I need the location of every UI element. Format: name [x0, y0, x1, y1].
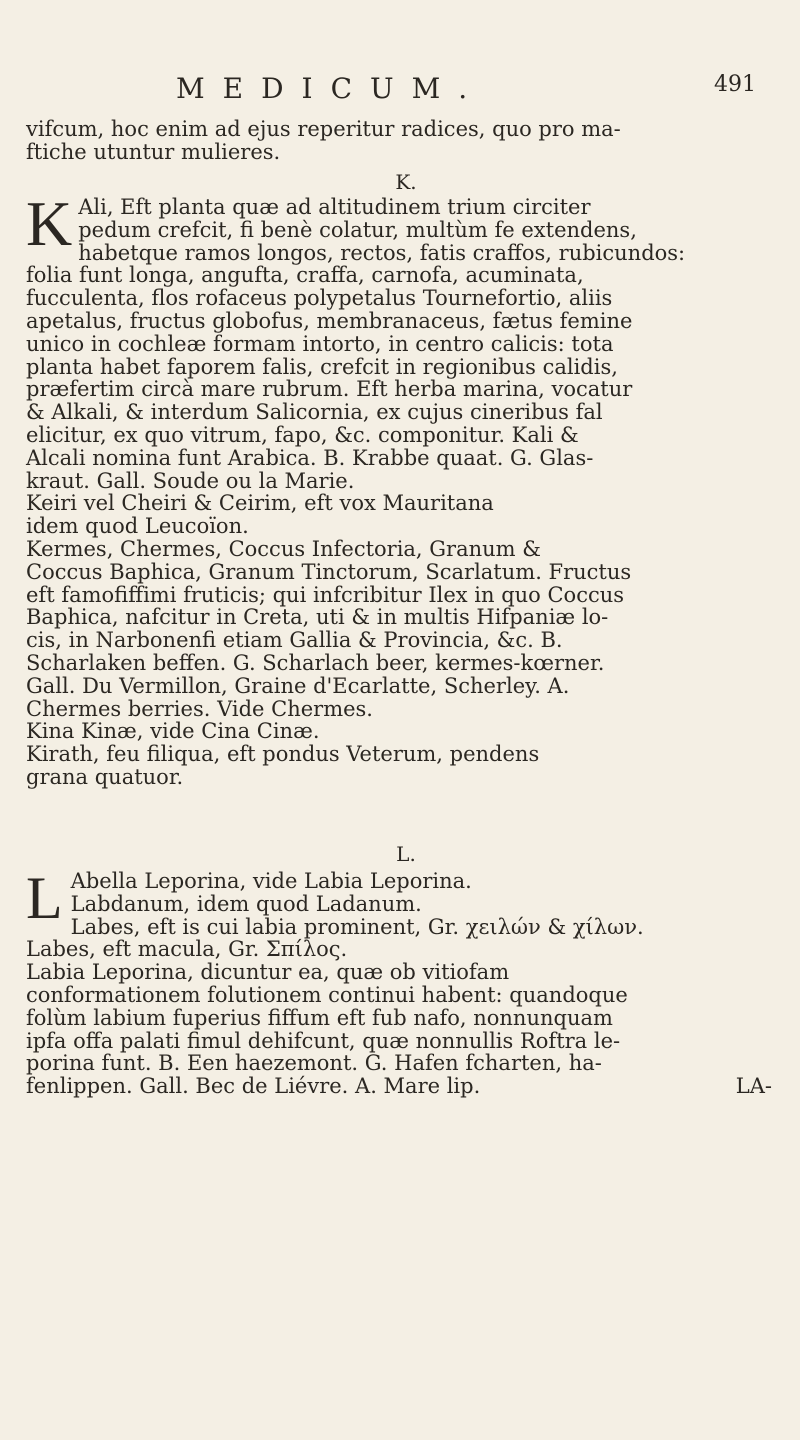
text-line: porina funt. B. Een haezemont. G. Hafen fcharten, ha-: [26, 1051, 602, 1076]
text-line: ftiche utuntur mulieres.: [26, 139, 281, 164]
text-line: fucculenta, flos rofaceus polypetalus Tournefortio, aliis: [26, 286, 613, 311]
text-line: Labia Leporina, dicuntur ea, quæ ob vitiofam: [26, 960, 510, 985]
text-line: Scharlaken beffen. G. Scharlach beer, kermes-kœrner.: [26, 650, 605, 675]
catchword: LA-: [735, 1074, 772, 1099]
text-line: & Alkali, & interdum Salicornia, ex cujus cineribus fal: [26, 400, 603, 425]
section-heading-k: K.: [395, 170, 417, 194]
text-line: Ali, Eft planta quæ ad altitudinem trium circiter: [78, 195, 591, 219]
section-heading-l: L.: [396, 842, 416, 866]
text-line: planta habet faporem falis, crefcit in regionibus calidis,: [26, 354, 618, 379]
text-line: grana quatuor.: [26, 764, 184, 789]
text-line-last: [26, 1075, 786, 1098]
text-line: Labes, eft macula, Gr. Σπίλος.: [26, 937, 348, 962]
text-line: præfertim circà mare rubrum. Eft herba marina, vocatur: [26, 377, 633, 402]
text-line: kraut. Gall. Soude ou la Marie.: [26, 468, 355, 493]
page-number: 491: [714, 72, 756, 97]
text-line: folùm labium fuperius fiffum eft fub nafo, nonnunquam: [26, 1005, 613, 1030]
running-title: MEDICUM.: [176, 72, 486, 105]
section-l-body: [26, 865, 786, 1099]
text-line: eft famofiffimi fruticis; qui infcribitur Ilex in quo Coccus: [26, 582, 625, 607]
text-line: idem quod Leucoïon.: [26, 514, 249, 539]
text-line: unico in cochleæ formam intorto, in centro calicis: tota: [26, 331, 614, 356]
text-line: Alcali nomina funt Arabica. B. Krabbe quaat. G. Glas-: [26, 445, 594, 470]
text-line: Keiri vel Cheiri & Ceirim, eft vox Mauritana: [26, 491, 494, 516]
text-line: Labdanum, idem quod Ladanum.: [70, 891, 422, 916]
text-line: Kirath, feu filiqua, eft pondus Veterum, pendens: [26, 742, 540, 767]
text-line: Coccus Baphica, Granum Tinctorum, Scarlatum. Fructus: [26, 559, 632, 584]
text-line: elicitur, ex quo vitrum, fapo, &c. componitur. Kali &: [26, 422, 579, 447]
text-line: Kermes, Chermes, Coccus Infectoria, Granum &: [26, 536, 541, 561]
text-line: Labes, eft is cui labia prominent, Gr. χειλών & χίλων.: [70, 914, 644, 939]
text-line: vifcum, hoc enim ad ejus reperitur radices, quo pro ma-: [26, 117, 621, 141]
running-head: [176, 72, 756, 108]
text-line: Baphica, nafcitur in Creta, uti & in multis Hifpaniæ lo-: [26, 605, 609, 630]
drop-initial-l: L: [26, 865, 63, 931]
text-line: Kina Kinæ, vide Cina Cinæ.: [26, 719, 320, 744]
text-line: habetque ramos longos, rectos, fatis craffos, rubicundos:: [78, 240, 686, 265]
text-line: fenlippen. Gall. Bec de Liévre. A. Mare lip.: [26, 1074, 481, 1099]
text-line: pedum crefcit, fi benè colatur, multùm fe extendens,: [78, 217, 637, 242]
text-line: Chermes berries. Vide Chermes.: [26, 696, 373, 721]
text-line: folia funt longa, angufta, craffa, carnofa, acuminata,: [26, 263, 584, 288]
text-line: Abella Leporina, vide Labia Leporina.: [70, 869, 472, 893]
drop-initial-k: K: [26, 188, 73, 259]
text-line: apetalus, fructus globofus, membranaceus, fætus femine: [26, 308, 633, 333]
section-k-body: [26, 188, 786, 789]
text-line: ipfa offa palati fimul dehifcunt, quæ nonnullis Roftra le-: [26, 1028, 621, 1053]
text-line: conformationem folutionem continui habent: quandoque: [26, 982, 628, 1007]
text-line: cis, in Narbonenfi etiam Gallia & Provincia, &c. B.: [26, 628, 563, 653]
text-line: Gall. Du Vermillon, Graine d'Ecarlatte, Scherley. A.: [26, 673, 570, 698]
intro-paragraph: [26, 118, 786, 164]
